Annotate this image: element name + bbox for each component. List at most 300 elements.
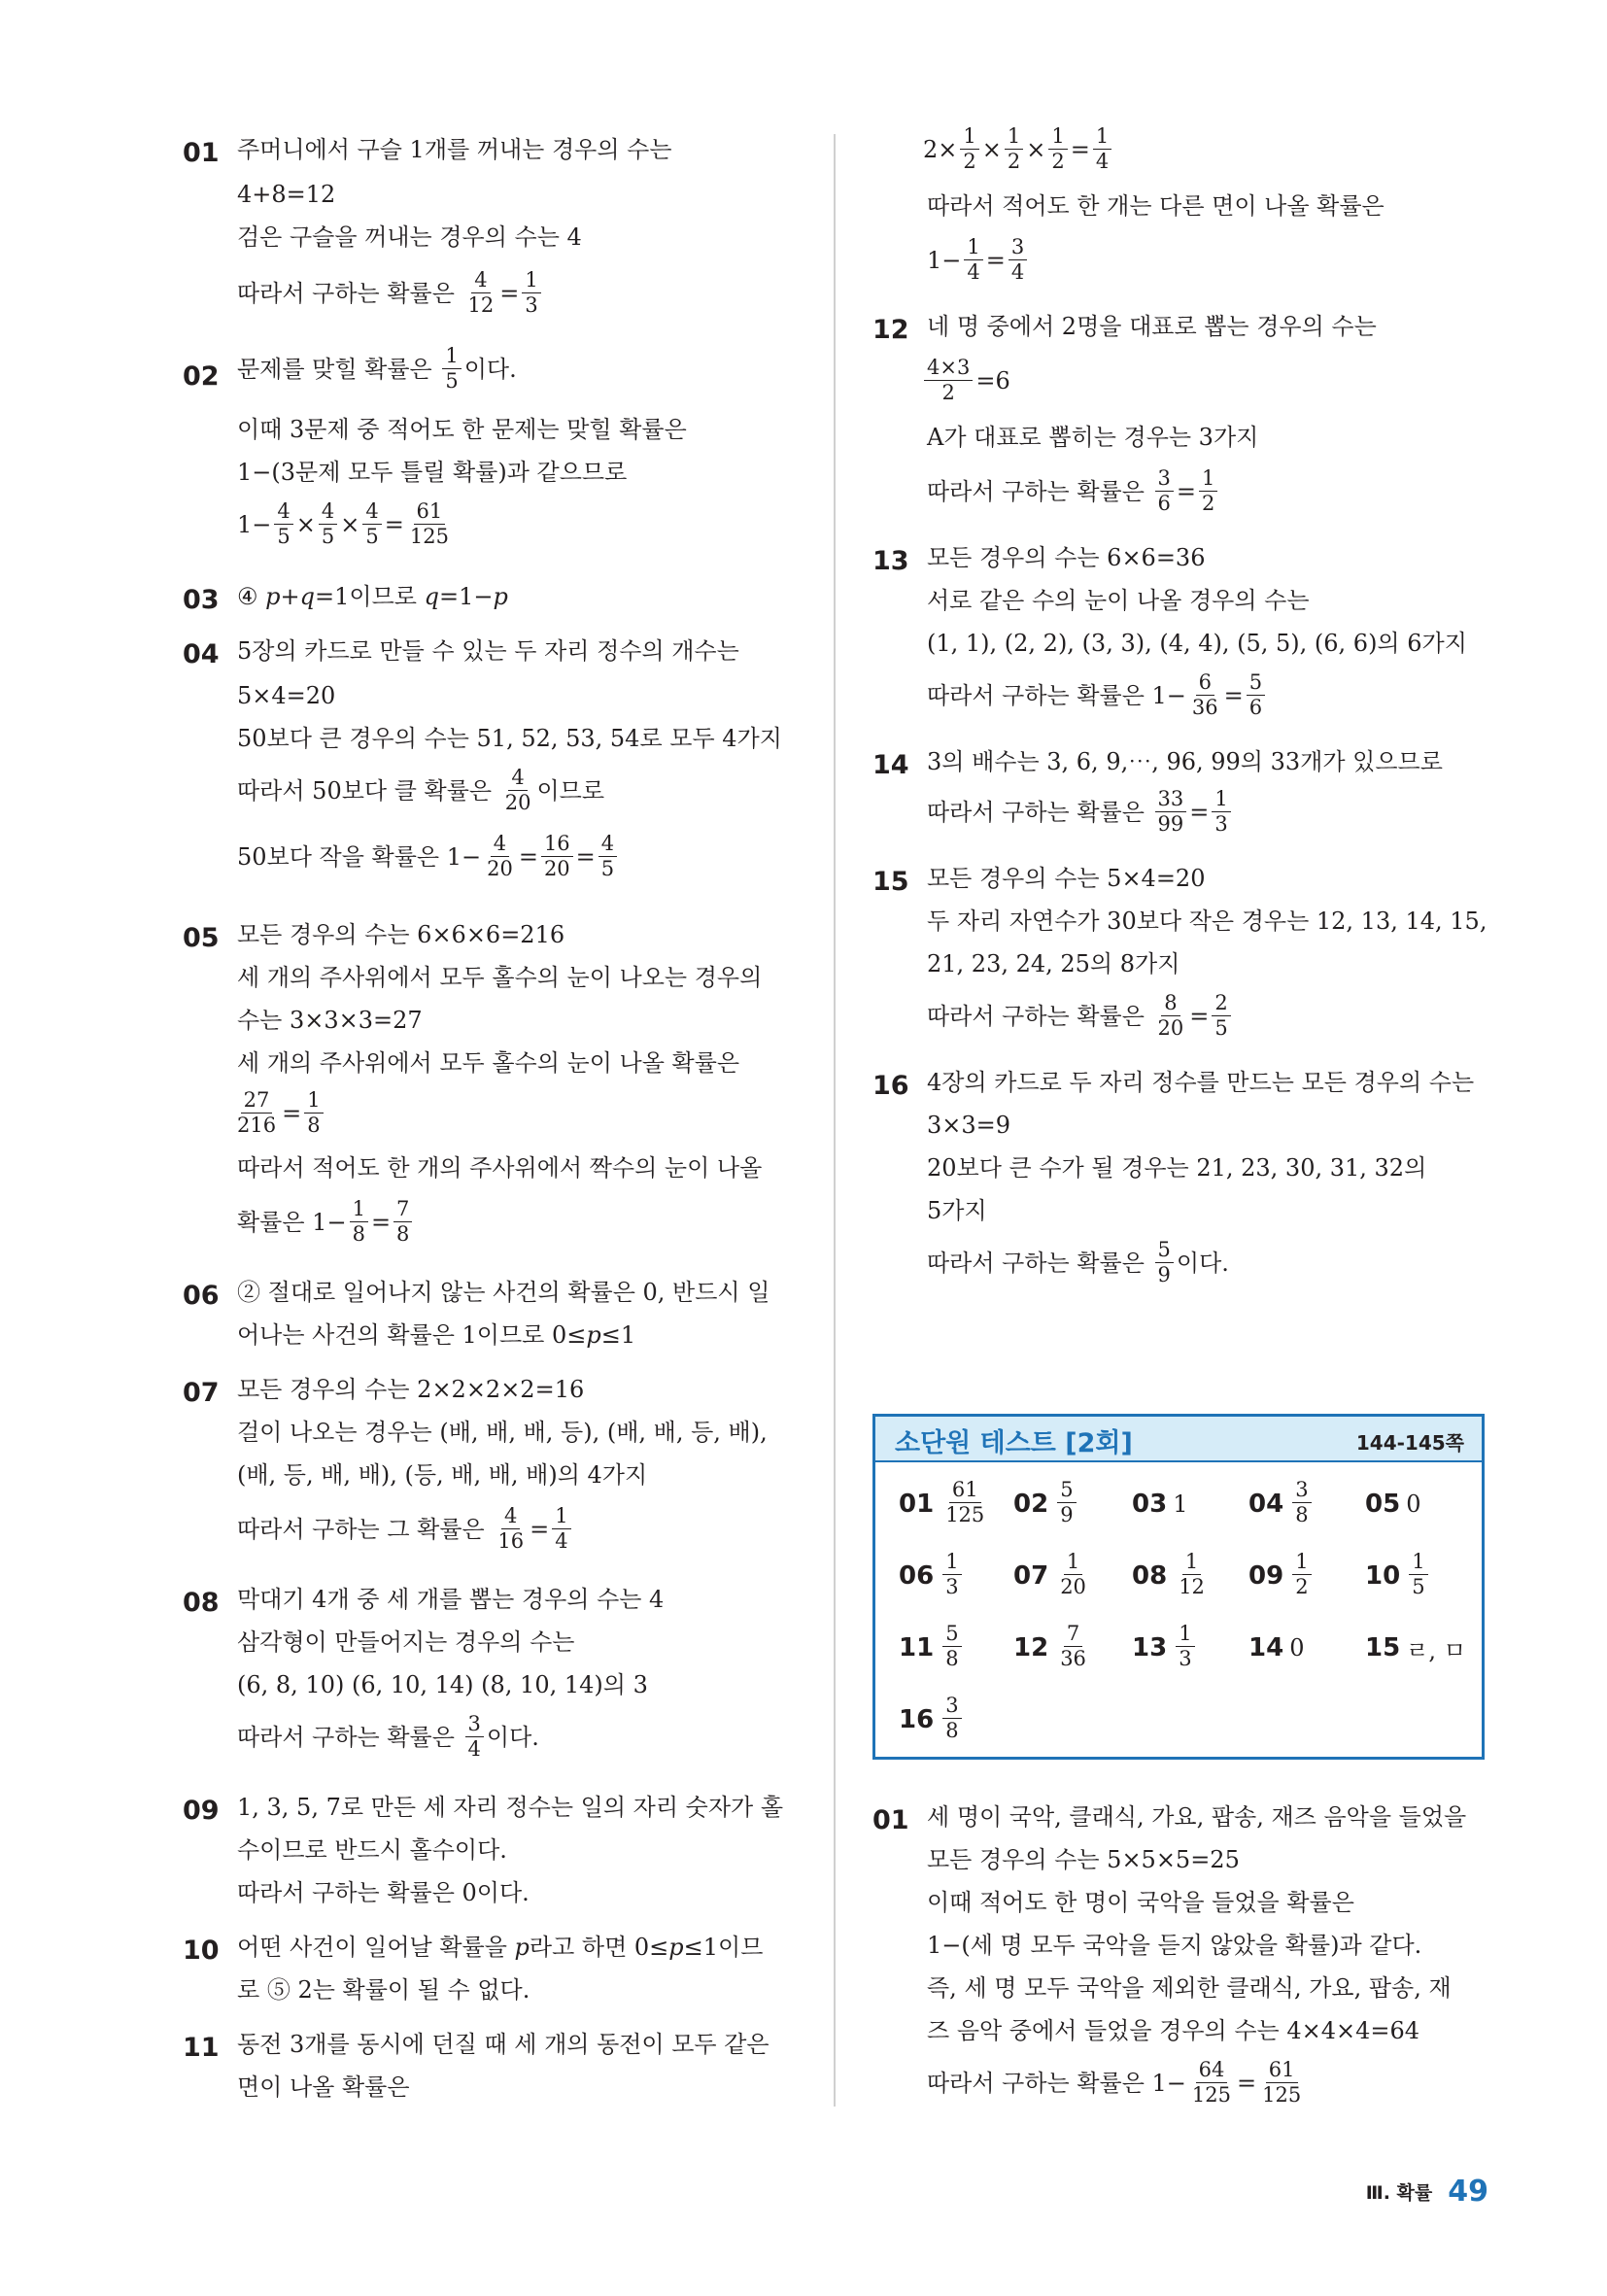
problem-number: 01 xyxy=(183,138,220,168)
text: =1− xyxy=(438,583,494,610)
numerator: 1 xyxy=(1093,126,1111,150)
text: 이다. xyxy=(486,1724,539,1751)
numerator: 1 xyxy=(1182,1552,1201,1575)
text-line: 수이므로 반드시 홀수이다. xyxy=(237,1836,507,1864)
numerator: 8 xyxy=(1161,993,1180,1016)
denominator: 5 xyxy=(600,857,615,880)
text-line: 네 명 중에서 2명을 대표로 뽑는 경우의 수는 xyxy=(927,313,1377,340)
text: 어떤 사건이 일어날 확률을 xyxy=(237,1934,515,1961)
numerator: 61 xyxy=(1266,2060,1298,2083)
numerator: 5 xyxy=(1057,1480,1076,1503)
text-line: 동전 3개를 동시에 던질 때 세 개의 동전이 모두 같은 xyxy=(237,2031,769,2058)
text-line: 모든 경우의 수는 6×6×6=216 xyxy=(237,921,565,948)
fraction xyxy=(465,1714,484,1760)
variable: q xyxy=(424,583,439,610)
denominator: 99 xyxy=(1157,812,1184,836)
text: 따라서 구하는 확률은 xyxy=(927,478,1152,505)
problem-number: 04 xyxy=(183,639,220,669)
text-line: 세 개의 주사위에서 모두 홀수의 눈이 나올 확률은 xyxy=(237,1049,740,1077)
problem-number: 09 xyxy=(183,1796,220,1826)
numerator: 6 xyxy=(1196,672,1214,696)
text: 어나는 사건의 확률은 1이므로 0≤ xyxy=(237,1321,587,1349)
denominator: 36 xyxy=(1060,1646,1086,1670)
numerator: 4 xyxy=(491,834,509,857)
text-line xyxy=(927,991,1234,1041)
text: =1이므로 xyxy=(315,583,425,610)
text-line: 5장의 카드로 만들 수 있는 두 자리 정수의 개수는 xyxy=(237,637,739,665)
numerator: 1 xyxy=(1199,468,1217,492)
equals: = xyxy=(1189,799,1210,826)
text-line: 모든 경우의 수는 5×4=20 xyxy=(927,865,1206,892)
variable: p xyxy=(493,583,508,610)
text-line: 두 자리 자연수가 30보다 작은 경우는 12, 13, 14, 15, xyxy=(927,908,1487,935)
denominator: 125 xyxy=(409,525,449,548)
answer-item xyxy=(1248,1473,1315,1535)
fraction xyxy=(552,1506,570,1552)
text-line: 이때 3문제 중 적어도 한 문제는 맞힐 확률은 xyxy=(237,416,687,443)
text-line xyxy=(237,1926,763,1969)
text-line xyxy=(237,344,517,394)
fraction xyxy=(1247,672,1265,718)
fraction xyxy=(1155,468,1174,514)
denominator: 5 xyxy=(445,369,459,393)
fraction xyxy=(319,501,337,547)
answer-item xyxy=(1132,1545,1211,1607)
answer-number: 12 xyxy=(1013,1633,1049,1662)
fraction xyxy=(407,501,452,547)
numerator: 4×3 xyxy=(924,358,973,381)
answer-value: 0 xyxy=(1289,1634,1305,1662)
fraction xyxy=(362,501,381,547)
answer-item xyxy=(1365,1545,1431,1607)
answer-item xyxy=(899,1545,965,1607)
numerator: 1 xyxy=(960,126,978,150)
page-footer xyxy=(1366,2175,1488,2209)
equals: = xyxy=(985,247,1006,274)
equals: = xyxy=(1176,478,1197,505)
numerator: 4 xyxy=(471,270,490,293)
variable: p xyxy=(668,1934,684,1961)
text-line: 따라서 적어도 한 개는 다른 면이 나올 확률은 xyxy=(927,192,1385,220)
denominator: 125 xyxy=(1191,2083,1232,2107)
text: 따라서 구하는 확률은 xyxy=(927,1250,1152,1277)
answer-number: 10 xyxy=(1365,1561,1401,1591)
text-line xyxy=(237,1197,415,1247)
variable: p xyxy=(265,583,281,610)
text-line: (1, 1), (2, 2), (3, 3), (4, 4), (5, 5), (6, 6)의 6가지 xyxy=(927,630,1467,657)
equals: = xyxy=(518,843,538,871)
text: 1− xyxy=(927,247,962,274)
numerator: 1 xyxy=(1292,1552,1311,1575)
text: 따라서 구하는 확률은 xyxy=(237,1724,462,1751)
numerator: 33 xyxy=(1155,789,1187,812)
text: 따라서 구하는 확률은 xyxy=(927,799,1152,826)
denominator: 3 xyxy=(1214,812,1228,836)
text: 이다. xyxy=(1176,1250,1229,1277)
answer-number: 03 xyxy=(1132,1490,1168,1519)
numerator: 4 xyxy=(501,1506,520,1529)
text: 따라서 구하는 확률은 xyxy=(927,1003,1152,1030)
denominator: 5 xyxy=(277,525,291,548)
text-line: (배, 등, 배, 배), (등, 배, 배, 배)의 4가지 xyxy=(237,1461,648,1489)
numerator: 4 xyxy=(598,834,617,857)
text-line: 1, 3, 5, 7로 만든 세 자리 정수는 일의 자리 숫자가 홀 xyxy=(237,1794,784,1821)
equals: = xyxy=(530,1516,550,1543)
fraction xyxy=(964,237,982,283)
answer-number: 14 xyxy=(1248,1633,1284,1662)
answer-fraction xyxy=(1057,1477,1076,1526)
numerator: 61 xyxy=(949,1480,981,1503)
numerator: 1 xyxy=(442,346,461,369)
denominator: 4 xyxy=(555,1529,568,1553)
fraction xyxy=(1048,126,1067,172)
denominator: 125 xyxy=(1262,2083,1302,2107)
problem-number: 06 xyxy=(183,1281,220,1311)
text-line: 삼각형이 만들어지는 경우의 수는 xyxy=(237,1628,575,1656)
equals: = xyxy=(1189,1003,1210,1030)
fraction xyxy=(1189,672,1221,718)
unit-test-pages: 144-145쪽 xyxy=(1355,1431,1464,1455)
text-line: 1−(3문제 모두 틀릴 확률)과 같으므로 xyxy=(237,459,628,486)
text: 2× xyxy=(923,136,958,163)
answer-number: 09 xyxy=(1248,1561,1284,1591)
answer-fraction xyxy=(942,1477,987,1526)
problem-number: 13 xyxy=(872,546,909,576)
answer-item xyxy=(1132,1617,1198,1679)
text: + xyxy=(280,583,300,610)
text: 따라서 구하는 확률은 xyxy=(237,280,462,307)
text-line xyxy=(921,356,1010,405)
numerator: 1 xyxy=(304,1090,323,1114)
problem-number: 14 xyxy=(872,750,909,780)
variable: p xyxy=(514,1934,530,1961)
numerator: 4 xyxy=(274,501,292,525)
answer-fraction xyxy=(1057,1621,1089,1670)
denominator: 8 xyxy=(352,1222,365,1246)
problem-number: 15 xyxy=(872,867,909,897)
denominator: 5 xyxy=(1214,1016,1228,1040)
text: 따라서 구하는 그 확률은 xyxy=(237,1516,493,1543)
equals: = xyxy=(282,1100,302,1127)
denominator: 16 xyxy=(497,1529,525,1553)
answer-number: 02 xyxy=(1013,1490,1049,1519)
answer-number: 13 xyxy=(1132,1633,1168,1662)
denominator: 3 xyxy=(945,1574,959,1598)
denominator: 8 xyxy=(945,1718,959,1742)
text-line xyxy=(237,1314,635,1356)
text: 50보다 작을 확률은 1− xyxy=(237,843,482,871)
fraction xyxy=(393,1199,412,1245)
variable: p xyxy=(586,1321,601,1349)
text-line: ② 절대로 일어나지 않는 사건의 확률은 0, 반드시 일 xyxy=(237,1279,770,1306)
answer-item xyxy=(1013,1545,1092,1607)
fraction xyxy=(1155,1240,1174,1285)
text-line xyxy=(237,268,544,318)
numerator: 7 xyxy=(393,1199,412,1222)
text-line: 5×4=20 xyxy=(237,682,336,709)
text: 문제를 맞힐 확률은 xyxy=(237,356,440,383)
denominator: 5 xyxy=(321,525,335,548)
text-line: 면이 나올 확률은 xyxy=(237,2073,410,2101)
text-line: 따라서 적어도 한 개의 주사위에서 짝수의 눈이 나올 xyxy=(237,1154,763,1182)
problem-number: 01 xyxy=(872,1805,909,1835)
text: ④ xyxy=(237,583,266,610)
text: 1− xyxy=(237,511,272,538)
text: 라고 하면 0≤ xyxy=(529,1934,669,1961)
equals: = xyxy=(1070,136,1090,163)
numerator: 5 xyxy=(1247,672,1265,696)
denominator: 3 xyxy=(1179,1646,1192,1670)
fraction xyxy=(495,1506,527,1552)
text-line: 5가지 xyxy=(927,1197,987,1224)
answer-item xyxy=(1132,1473,1187,1535)
denominator: 4 xyxy=(1095,150,1110,173)
denominator: 12 xyxy=(1179,1574,1205,1598)
fraction xyxy=(442,346,461,392)
text-line xyxy=(237,1504,574,1554)
answer-item xyxy=(1013,1617,1092,1679)
denominator: 2 xyxy=(1007,150,1021,173)
times: × xyxy=(295,511,316,538)
numerator: 7 xyxy=(1064,1624,1082,1647)
equals: = xyxy=(575,843,596,871)
answer-value: 1 xyxy=(1173,1491,1188,1518)
text: 이다. xyxy=(463,356,517,383)
fraction xyxy=(1259,2060,1304,2106)
fraction xyxy=(1199,468,1217,514)
denominator: 2 xyxy=(1202,492,1215,515)
numerator: 1 xyxy=(964,237,982,260)
problem-number: 08 xyxy=(183,1588,220,1618)
numerator: 1 xyxy=(1064,1552,1082,1575)
times: × xyxy=(1026,136,1046,163)
denominator: 12 xyxy=(467,293,495,317)
answer-number: 16 xyxy=(899,1705,935,1734)
page-number: 49 xyxy=(1448,2175,1488,2209)
text-line xyxy=(237,1712,539,1762)
equals: = xyxy=(499,280,520,307)
fraction xyxy=(522,270,540,316)
fraction xyxy=(304,1090,323,1136)
problem-number: 12 xyxy=(872,315,909,345)
fraction xyxy=(1155,789,1187,835)
answer-fraction xyxy=(1057,1549,1089,1598)
text-line: 세 명이 국악, 클래식, 가요, 팝송, 재즈 음악을 들었을 xyxy=(927,1803,1467,1831)
text: 따라서 50보다 클 확률은 xyxy=(237,777,499,805)
text-line xyxy=(927,1238,1229,1287)
answer-fraction xyxy=(942,1549,961,1598)
problem-number: 16 xyxy=(872,1071,909,1101)
fraction xyxy=(502,768,534,813)
answer-fraction xyxy=(1292,1477,1311,1526)
denominator: 8 xyxy=(1295,1502,1309,1526)
text-line: 3의 배수는 3, 6, 9,⋯, 96, 99의 33개가 있으므로 xyxy=(927,748,1443,775)
denominator: 8 xyxy=(396,1222,410,1246)
denominator: 2 xyxy=(963,150,976,173)
answer-item xyxy=(1365,1617,1466,1679)
fraction xyxy=(1005,126,1023,172)
denominator: 9 xyxy=(1157,1263,1171,1286)
denominator: 4 xyxy=(1010,260,1025,284)
numerator: 4 xyxy=(508,768,527,791)
text-line xyxy=(927,787,1234,837)
problem-number: 07 xyxy=(183,1378,220,1408)
fraction xyxy=(960,126,978,172)
answer-fraction xyxy=(1176,1549,1208,1598)
answer-value: ㄹ, ㅁ xyxy=(1406,1636,1466,1664)
fraction xyxy=(274,501,292,547)
text-line xyxy=(237,575,508,618)
text-line: 즉, 세 명 모두 국악을 제외한 클래식, 가요, 팝송, 재 xyxy=(927,1974,1452,2002)
text-line: 21, 23, 24, 25의 8가지 xyxy=(927,950,1180,977)
numerator: 16 xyxy=(541,834,573,857)
text-line: 주머니에서 구슬 1개를 꺼내는 경우의 수는 xyxy=(237,136,672,163)
numerator: 1 xyxy=(1048,126,1067,150)
problem-number: 11 xyxy=(183,2033,220,2063)
text-line: 4장의 카드로 두 자리 정수를 만드는 모든 경우의 수는 xyxy=(927,1069,1475,1096)
times: × xyxy=(340,511,360,538)
unit-test-header xyxy=(875,1417,1482,1462)
unit-test-title: 소단원 테스트 [2회] xyxy=(895,1428,1133,1458)
text-line: 즈 음악 중에서 들었을 경우의 수는 4×4×4=64 xyxy=(927,2017,1420,2044)
problem-number: 02 xyxy=(183,361,220,392)
denominator: 9 xyxy=(1060,1502,1074,1526)
denominator: 125 xyxy=(945,1502,985,1526)
answer-number: 15 xyxy=(1365,1633,1401,1662)
answer-number: 11 xyxy=(899,1633,935,1662)
numerator: 4 xyxy=(319,501,337,525)
numerator: 3 xyxy=(942,1696,961,1719)
numerator: 5 xyxy=(1155,1240,1174,1263)
answer-number: 05 xyxy=(1365,1490,1401,1519)
numerator: 1 xyxy=(1212,789,1230,812)
answer-fraction xyxy=(942,1693,961,1742)
text-line: 로 ⑤ 2는 확률이 될 수 없다. xyxy=(237,1976,530,2004)
denominator: 2 xyxy=(1295,1574,1309,1598)
denominator: 36 xyxy=(1191,696,1218,719)
denominator: 20 xyxy=(1157,1016,1184,1040)
fraction xyxy=(234,1090,279,1136)
text: 이므로 xyxy=(536,777,605,805)
numerator: 64 xyxy=(1196,2060,1228,2083)
equals: = xyxy=(370,1209,392,1236)
text-line: 이때 적어도 한 명이 국악을 들었을 확률은 xyxy=(927,1889,1354,1916)
text-line xyxy=(237,766,605,815)
answer-item xyxy=(1013,1473,1079,1535)
section-label: Ⅲ. 확률 xyxy=(1365,2182,1433,2204)
text-line xyxy=(237,832,620,881)
numerator: 3 xyxy=(1155,468,1174,492)
fraction xyxy=(484,834,516,879)
problem-number: 10 xyxy=(183,1936,220,1966)
answer-item xyxy=(899,1689,965,1751)
denominator: 20 xyxy=(1060,1574,1086,1598)
denominator: 20 xyxy=(487,857,513,880)
numerator: 3 xyxy=(465,1714,484,1737)
answer-item xyxy=(899,1473,990,1535)
numerator: 2 xyxy=(1212,993,1230,1016)
text-line: A가 대표로 뽑히는 경우는 3가지 xyxy=(927,424,1259,451)
numerator: 1 xyxy=(1176,1624,1194,1647)
denominator: 2 xyxy=(1051,150,1065,173)
equals: = xyxy=(384,511,404,538)
answer-value: 0 xyxy=(1406,1491,1421,1518)
denominator: 8 xyxy=(945,1646,959,1670)
answer-item xyxy=(1365,1473,1420,1535)
answer-fraction xyxy=(1292,1549,1311,1598)
numerator: 5 xyxy=(942,1624,961,1647)
fraction xyxy=(598,834,617,879)
text-line: (6, 8, 10) (6, 10, 14) (8, 10, 14)의 3 xyxy=(237,1671,648,1698)
fraction xyxy=(1155,993,1187,1039)
denominator: 6 xyxy=(1248,696,1263,719)
fraction xyxy=(1189,2060,1234,2106)
fraction xyxy=(350,1199,368,1245)
numerator: 1 xyxy=(522,270,540,293)
answer-item xyxy=(1248,1617,1304,1679)
text-line xyxy=(927,235,1030,285)
answer-fraction xyxy=(1409,1549,1427,1598)
text-line: 검은 구슬을 꺼내는 경우의 수는 4 xyxy=(237,223,582,251)
denominator: 4 xyxy=(467,1737,481,1761)
text-line: 모든 경우의 수는 5×5×5=25 xyxy=(927,1846,1240,1873)
text-line: 따라서 구하는 확률은 0이다. xyxy=(237,1879,530,1906)
column-divider xyxy=(834,134,836,2107)
problem-01 xyxy=(0,0,836,360)
answer-number: 08 xyxy=(1132,1561,1168,1591)
fraction xyxy=(1009,237,1027,283)
text: 따라서 구하는 확률은 1− xyxy=(927,682,1186,709)
answer-number: 01 xyxy=(899,1490,935,1519)
denominator: 5 xyxy=(1412,1574,1425,1598)
text-line xyxy=(237,499,455,549)
text-line xyxy=(231,1088,326,1138)
denominator: 8 xyxy=(307,1114,321,1137)
equals: = xyxy=(1237,2070,1257,2097)
denominator: 4 xyxy=(967,260,980,284)
answer-item xyxy=(1248,1545,1315,1607)
text-line: 모든 경우의 수는 2×2×2×2=16 xyxy=(237,1376,585,1403)
text-line: 1−(세 명 모두 국악을 듣지 않았을 확률)과 같다. xyxy=(927,1932,1422,1959)
numerator: 3 xyxy=(1292,1480,1311,1503)
numerator: 1 xyxy=(1005,126,1023,150)
equals: = xyxy=(1223,682,1244,709)
numerator: 1 xyxy=(1409,1552,1427,1575)
fraction xyxy=(541,834,573,879)
text-line: 막대기 4개 중 세 개를 뽑는 경우의 수는 4 xyxy=(237,1586,665,1613)
fraction xyxy=(1212,993,1230,1039)
denominator: 2 xyxy=(941,381,955,404)
answer-item xyxy=(899,1617,965,1679)
text-line xyxy=(927,466,1220,516)
denominator: 3 xyxy=(525,293,538,317)
text-line: 50보다 큰 경우의 수는 51, 52, 53, 54로 모두 4가지 xyxy=(237,725,782,752)
numerator: 1 xyxy=(350,1199,368,1222)
text-line: 4+8=12 xyxy=(237,181,336,208)
text: 따라서 구하는 확률은 1− xyxy=(927,2070,1186,2097)
text-line xyxy=(927,670,1268,720)
fraction xyxy=(1093,126,1111,172)
denominator: 5 xyxy=(365,525,379,548)
text-line: 모든 경우의 수는 6×6=36 xyxy=(927,544,1206,571)
answer-number: 06 xyxy=(899,1561,935,1591)
text-line xyxy=(923,124,1114,174)
text: ≤1 xyxy=(600,1321,636,1349)
times: × xyxy=(981,136,1002,163)
text: 확률은 1− xyxy=(237,1209,347,1236)
text-line: 걸이 나오는 경우는 (배, 배, 배, 등), (배, 배, 등, 배), xyxy=(237,1419,768,1446)
denominator: 216 xyxy=(237,1114,277,1137)
